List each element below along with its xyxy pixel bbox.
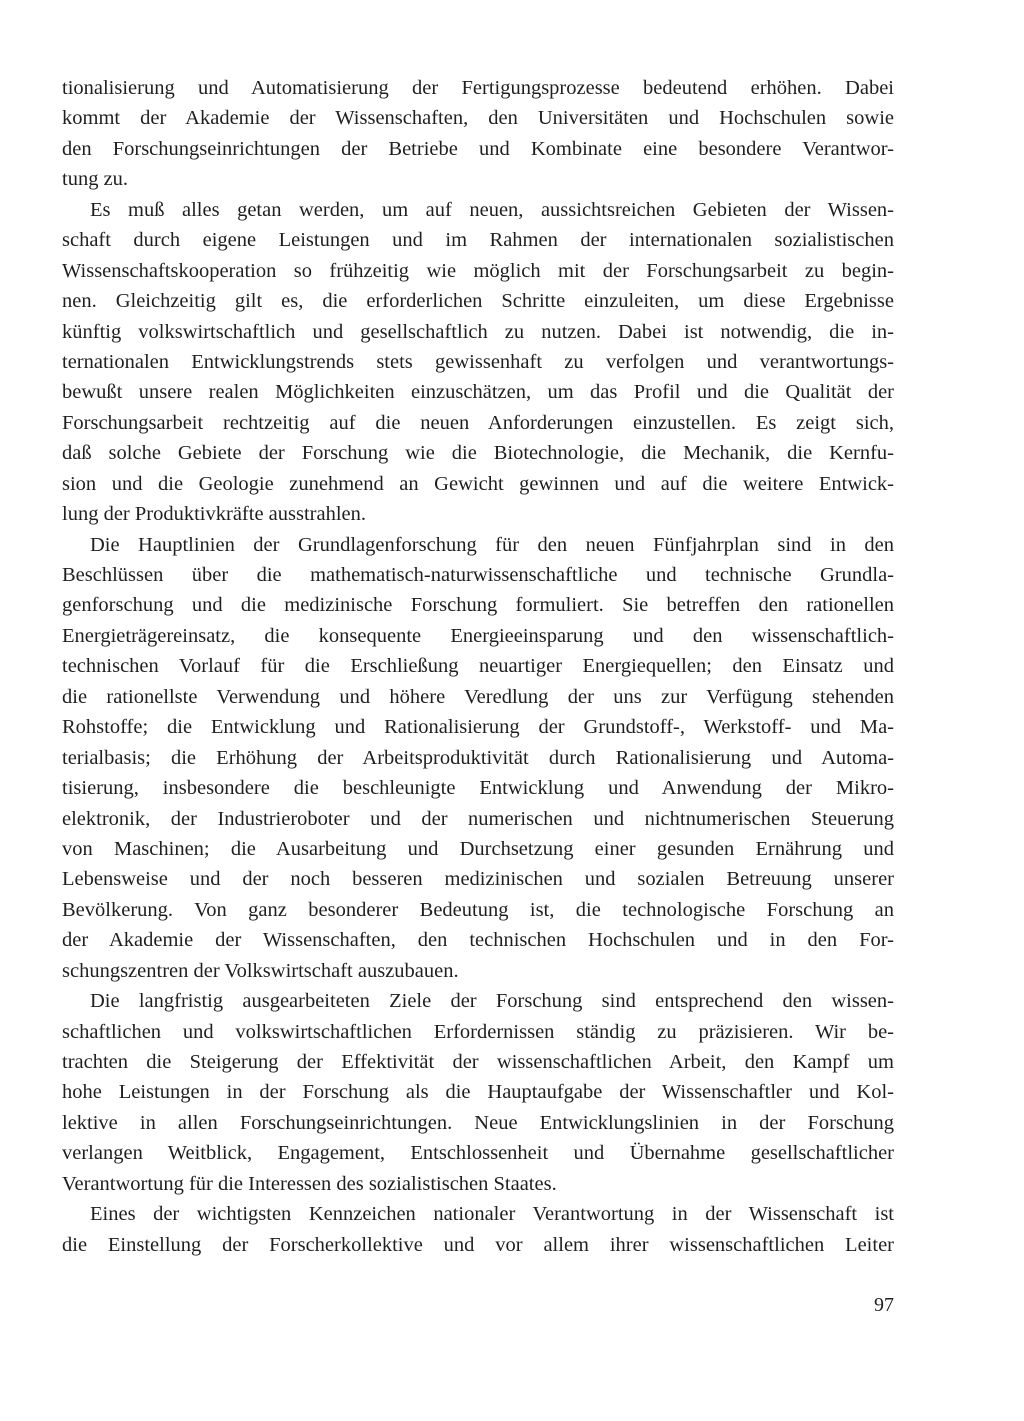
text-line: Forschungsarbeit rechtzeitig auf die neuen Anforderungen einzustellen. Es zeigt sich, (62, 411, 894, 434)
text-line: kommt der Akademie der Wissenschaften, den Universitäten und Hochschulen sowie (62, 107, 894, 130)
text-line: Bevölkerung. Von ganz besonderer Bedeutung ist, die technologische Forschung an (62, 898, 894, 921)
text-line: daß solche Gebiete der Forschung wie die Biotechnologie, die Mechanik, die Kernfu- (62, 442, 894, 465)
text-line: hohe Leistungen in der Forschung als die Hauptaufgabe der Wissenschaftler und Kol- (62, 1081, 894, 1104)
text-line: Lebensweise und der noch besseren medizinischen und sozialen Betreuung unserer (62, 868, 894, 891)
text-line: tung zu. (62, 168, 129, 191)
text-line: schungszentren der Volkswirtschaft auszubauen. (62, 959, 459, 982)
text-line: Eines der wichtigsten Kennzeichen nationaler Verantwortung in der Wissenschaft ist (90, 1203, 894, 1226)
text-line: tisierung, insbesondere die beschleunigte Entwicklung und Anwendung der Mikro- (62, 777, 894, 800)
text-line: lektive in allen Forschungseinrichtungen. Neue Entwicklungslinien in der Forschung (62, 1111, 894, 1134)
text-line: Beschlüssen über die mathematisch-naturwissenschaftliche und technische Grundla- (62, 564, 894, 586)
text-line: Die Hauptlinien der Grundlagenforschung für den neuen Fünfjahrplan sind in den (90, 533, 894, 556)
text-line: die Einstellung der Forscherkollektive und vor allem ihrer wissenschaftlichen Leiter (62, 1233, 894, 1256)
body-text (62, 73, 894, 1260)
text-line: Energieträgereinsatz, die konsequente Energieeinsparung und den wissenschaftlich- (62, 624, 894, 647)
text-line: sion und die Geologie zunehmend an Gewicht gewinnen und auf die weitere Entwick- (62, 472, 894, 495)
text-line: Es muß alles getan werden, um auf neuen, aussichtsreichen Gebieten der Wissen- (90, 198, 894, 221)
text-line: lung der Produktivkräfte ausstrahlen. (62, 503, 367, 526)
text-line: technischen Vorlauf für die Erschließung neuartiger Energiequellen; den Einsatz und (62, 655, 894, 678)
text-line: den Forschungseinrichtungen der Betriebe und Kombinate eine besondere Verantwor- (62, 137, 894, 160)
text-line: trachten die Steigerung der Effektivität der wissenschaftlichen Arbeit, den Kampf um (62, 1051, 894, 1073)
text-line: genforschung und die medizinische Forschung formuliert. Sie betreffen den rationellen (62, 594, 894, 617)
text-line: verlangen Weitblick, Engagement, Entschlossenheit und Übernahme gesellschaftlicher (62, 1142, 894, 1165)
text-line: Verantwortung für die Interessen des sozialistischen Staates. (62, 1172, 557, 1195)
page-number: 97 (874, 1294, 894, 1316)
text-line: von Maschinen; die Ausarbeitung und Durchsetzung einer gesunden Ernährung und (62, 837, 894, 860)
text-line: Rohstoffe; die Entwicklung und Rationalisierung der Grundstoff-, Werkstoff- und Ma- (62, 716, 894, 739)
text-line: schaft durch eigene Leistungen und im Rahmen der internationalen sozialistischen (62, 229, 894, 252)
text-line: schaftlichen und volkswirtschaftlichen Erfordernissen ständig zu präzisieren. Wir be- (62, 1020, 894, 1043)
text-line: die rationellste Verwendung und höhere Veredlung der uns zur Verfügung stehenden (62, 685, 894, 708)
text-line: nen. Gleichzeitig gilt es, die erforderlichen Schritte einzuleiten, um diese Ergebnisse (62, 290, 894, 313)
text-line: Wissenschaftskooperation so frühzeitig wie möglich mit der Forschungsarbeit zu begin- (62, 259, 894, 282)
text-line: Die langfristig ausgearbeiteten Ziele der Forschung sind entsprechend den wissen- (90, 990, 894, 1013)
text-line: terialbasis; die Erhöhung der Arbeitsproduktivität durch Rationalisierung und Automa- (62, 746, 894, 769)
text-line: bewußt unsere realen Möglichkeiten einzuschätzen, um das Profil und die Qualität der (62, 381, 894, 404)
text-line: elektronik, der Industrieroboter und der numerischen und nichtnumerischen Steuerung (62, 807, 894, 830)
text-line: künftig volkswirtschaftlich und gesellschaftlich zu nutzen. Dabei ist notwendig, die in- (62, 320, 894, 343)
text-line: tionalisierung und Automatisierung der Fertigungsprozesse bedeutend erhöhen. Dabei (62, 77, 894, 99)
text-line: ternationalen Entwicklungstrends stets gewissenhaft zu verfolgen und verantwortungs- (62, 350, 894, 373)
text-line: der Akademie der Wissenschaften, den technischen Hochschulen und in den For- (62, 929, 894, 952)
